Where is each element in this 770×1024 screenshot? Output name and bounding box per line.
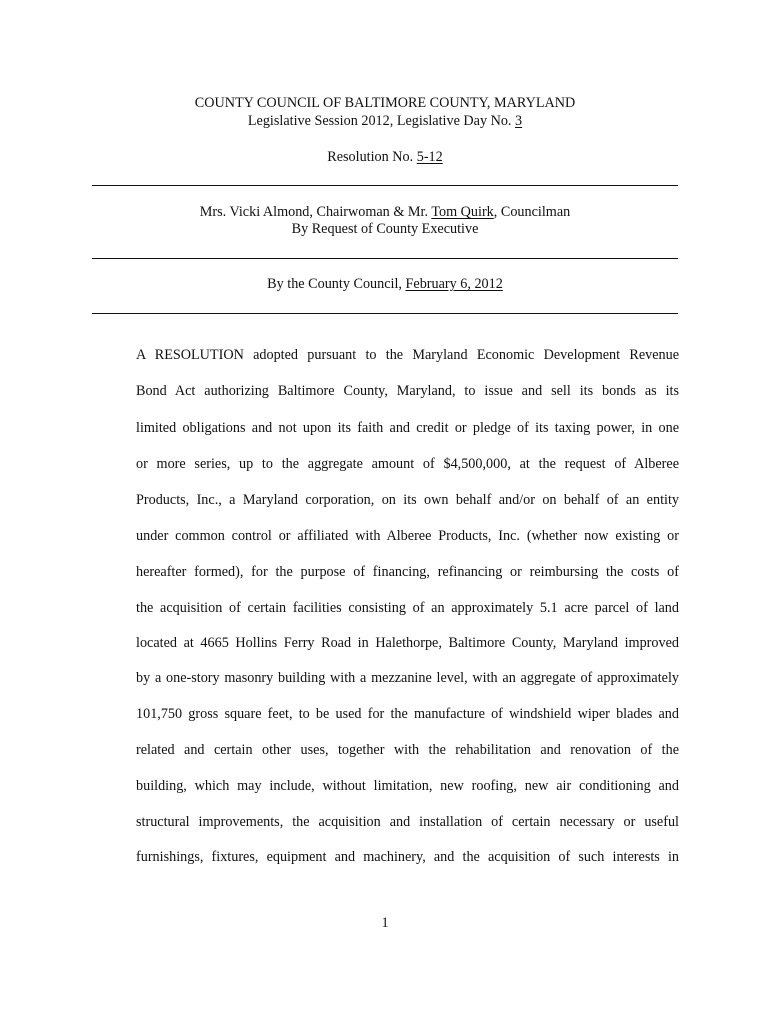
resolution-number: 5-12 (416, 149, 443, 165)
introduced-line (92, 275, 678, 293)
divider-1 (92, 185, 678, 186)
body-line: limited obligations and not upon its faith and credit or pledge of its taxing power, in one (136, 420, 679, 436)
divider-2 (92, 258, 678, 259)
body-line: building, which may include, without limitation, new roofing, new air conditioning and (136, 778, 679, 794)
sponsors-line-1 (92, 203, 678, 221)
body-line: the acquisition of certain facilities consisting of an approximately 5.1 acre parcel of land (136, 600, 679, 616)
divider-3 (92, 313, 678, 314)
introduced-date: February 6, 2012 (405, 276, 503, 292)
body-line: 101,750 gross square feet, to be used for the manufacture of windshield wiper blades and (136, 706, 679, 722)
session-line (92, 112, 678, 130)
sponsor-name: Tom Quirk (431, 204, 494, 220)
page-number: 1 (381, 915, 389, 931)
body-line: hereafter formed), for the purpose of financing, refinancing or reimbursing the costs of (136, 564, 679, 580)
council-heading-text: COUNTY COUNCIL OF BALTIMORE COUNTY, MARYLAND (194, 95, 576, 111)
body-line: structural improvements, the acquisition and installation of certain necessary or useful (136, 814, 679, 830)
body-line: Bond Act authorizing Baltimore County, Maryland, to issue and sell its bonds as its (136, 383, 679, 399)
council-heading (92, 94, 678, 112)
body-line: under common control or affiliated with Alberee Products, Inc. (whether now existing or (136, 528, 679, 544)
body-line: A RESOLUTION adopted pursuant to the Maryland Economic Development Revenue (136, 347, 679, 363)
body-line: by a one-story masonry building with a mezzanine level, with an aggregate of approximately (136, 670, 679, 686)
body-line: or more series, up to the aggregate amount of $4,500,000, at the request of Alberee (136, 456, 679, 472)
body-line: related and certain other uses, together with the rehabilitation and renovation of the (136, 742, 679, 758)
body-line: located at 4665 Hollins Ferry Road in Halethorpe, Baltimore County, Maryland improved (136, 635, 679, 651)
resolution-label: Resolution No. (327, 149, 417, 165)
body-line: Products, Inc., a Maryland corporation, on its own behalf and/or on behalf of an entity (136, 492, 679, 508)
session-label: Legislative Session 2012, Legislative Day No. (247, 113, 516, 129)
body-line: furnishings, fixtures, equipment and machinery, and the acquisition of such interests in (136, 849, 679, 865)
request-text: By Request of County Executive (291, 221, 479, 237)
sponsors-line-2 (92, 220, 678, 238)
introduced-label: By the County Council, (267, 276, 406, 292)
resolution-line (92, 148, 678, 166)
legislative-day-number: 3 (515, 113, 523, 129)
sponsor-text: Mrs. Vicki Almond, Chairwoman & Mr. (199, 204, 432, 220)
sponsor-title: , Councilman (493, 204, 571, 220)
